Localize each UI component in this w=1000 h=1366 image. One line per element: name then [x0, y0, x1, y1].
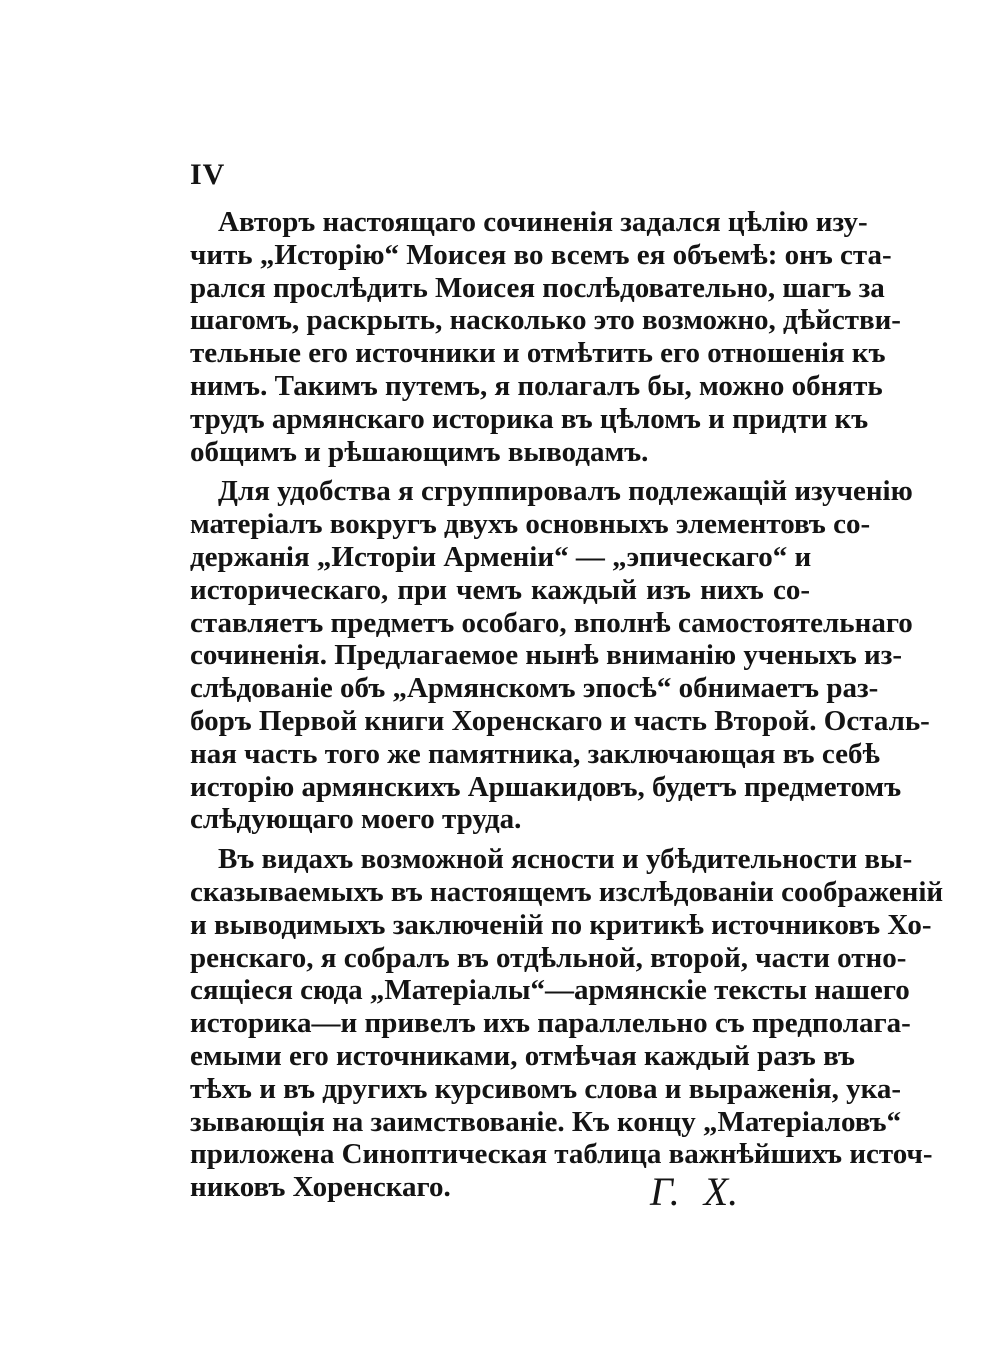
- text-line: держанія „Исторіи Арменіи“ — „эпическаго“ и: [190, 540, 812, 573]
- text-line: емыми его источниками, отмѣчая каждый разъ въ: [190, 1039, 855, 1072]
- text-line: трудъ армянскаго историка въ цѣломъ и придти къ: [190, 402, 869, 435]
- text-line: приложена Синоптическая таблица важнѣйшихъ источ-: [190, 1138, 933, 1171]
- paragraph-gap: [190, 836, 810, 843]
- paragraph-1: [190, 206, 901, 468]
- text-line: Для удобства я сгруппировалъ подлежащій изученію: [218, 475, 913, 508]
- text-line: общимъ и рѣшающимъ выводамъ.: [190, 435, 649, 468]
- text-line: слѣдованіе объ „Армянскомъ эпосѣ“ обнимаетъ раз-: [190, 672, 879, 705]
- page-number: IV: [190, 158, 226, 191]
- text-line: историческаго, при чемъ каждый изъ нихъ со-: [190, 573, 810, 606]
- text-line: матеріалъ вокругъ двухъ основныхъ элементовъ со-: [190, 508, 871, 541]
- text-line: ренскаго, я собралъ въ отдѣльной, второй, части отно-: [190, 941, 907, 974]
- text-line: сочиненія. Предлагаемое нынѣ вниманію ученыхъ из-: [190, 639, 903, 672]
- text-line: исторію армянскихъ Аршакидовъ, будетъ предметомъ: [190, 770, 902, 803]
- body-text: [190, 206, 944, 1204]
- text-line: Въ видахъ возможной ясности и убѣдительности вы-: [218, 843, 913, 876]
- paragraph-2: [190, 475, 930, 836]
- paragraph-gap: [190, 468, 810, 475]
- text-line: зывающія на заимствованіе. Къ концу „Матеріаловъ“: [190, 1105, 902, 1138]
- paragraph-3: [190, 843, 944, 1204]
- text-line: Авторъ настоящаго сочиненія задался цѣлію изу-: [218, 206, 868, 238]
- text-line: боръ Первой книги Хоренскаго и часть Второй. Осталь-: [190, 704, 930, 737]
- text-line: шагомъ, раскрыть, насколько это возможно, дѣйстви-: [190, 304, 901, 337]
- text-line: и выводимыхъ заключеній по критикѣ источниковъ Хо-: [190, 908, 932, 941]
- text-line: сказываемыхъ въ настоящемъ изслѣдованіи соображеній: [190, 875, 944, 908]
- text-line: историка—и привелъ ихъ параллельно съ предполага-: [190, 1007, 911, 1040]
- text-line: тельные его источники и отмѣтить его отношенія къ: [190, 337, 886, 370]
- text-line: тѣхъ и въ другихъ курсивомъ слова и выраженія, ука-: [190, 1072, 902, 1105]
- text-line: никовъ Хоренскаго.: [190, 1171, 451, 1204]
- author-signature: Г. Х.: [650, 1169, 739, 1214]
- text-line: ставляетъ предметъ особаго, вполнѣ самостоятельнаго: [190, 606, 913, 639]
- text-line: рался прослѣдить Моисея послѣдовательно, шагъ за: [190, 271, 885, 304]
- text-line: сящіеся сюда „Матеріалы“—армянскіе тексты нашего: [190, 974, 910, 1007]
- text-line: ная часть того же памятника, заключающая въ себѣ: [190, 737, 880, 770]
- text-line: слѣдующаго моего труда.: [190, 803, 522, 836]
- text-line: чить „Исторію“ Моисея во всемъ ея объемѣ: онъ ста-: [190, 238, 892, 271]
- text-line: нимъ. Такимъ путемъ, я полагалъ бы, можно обнять: [190, 369, 883, 402]
